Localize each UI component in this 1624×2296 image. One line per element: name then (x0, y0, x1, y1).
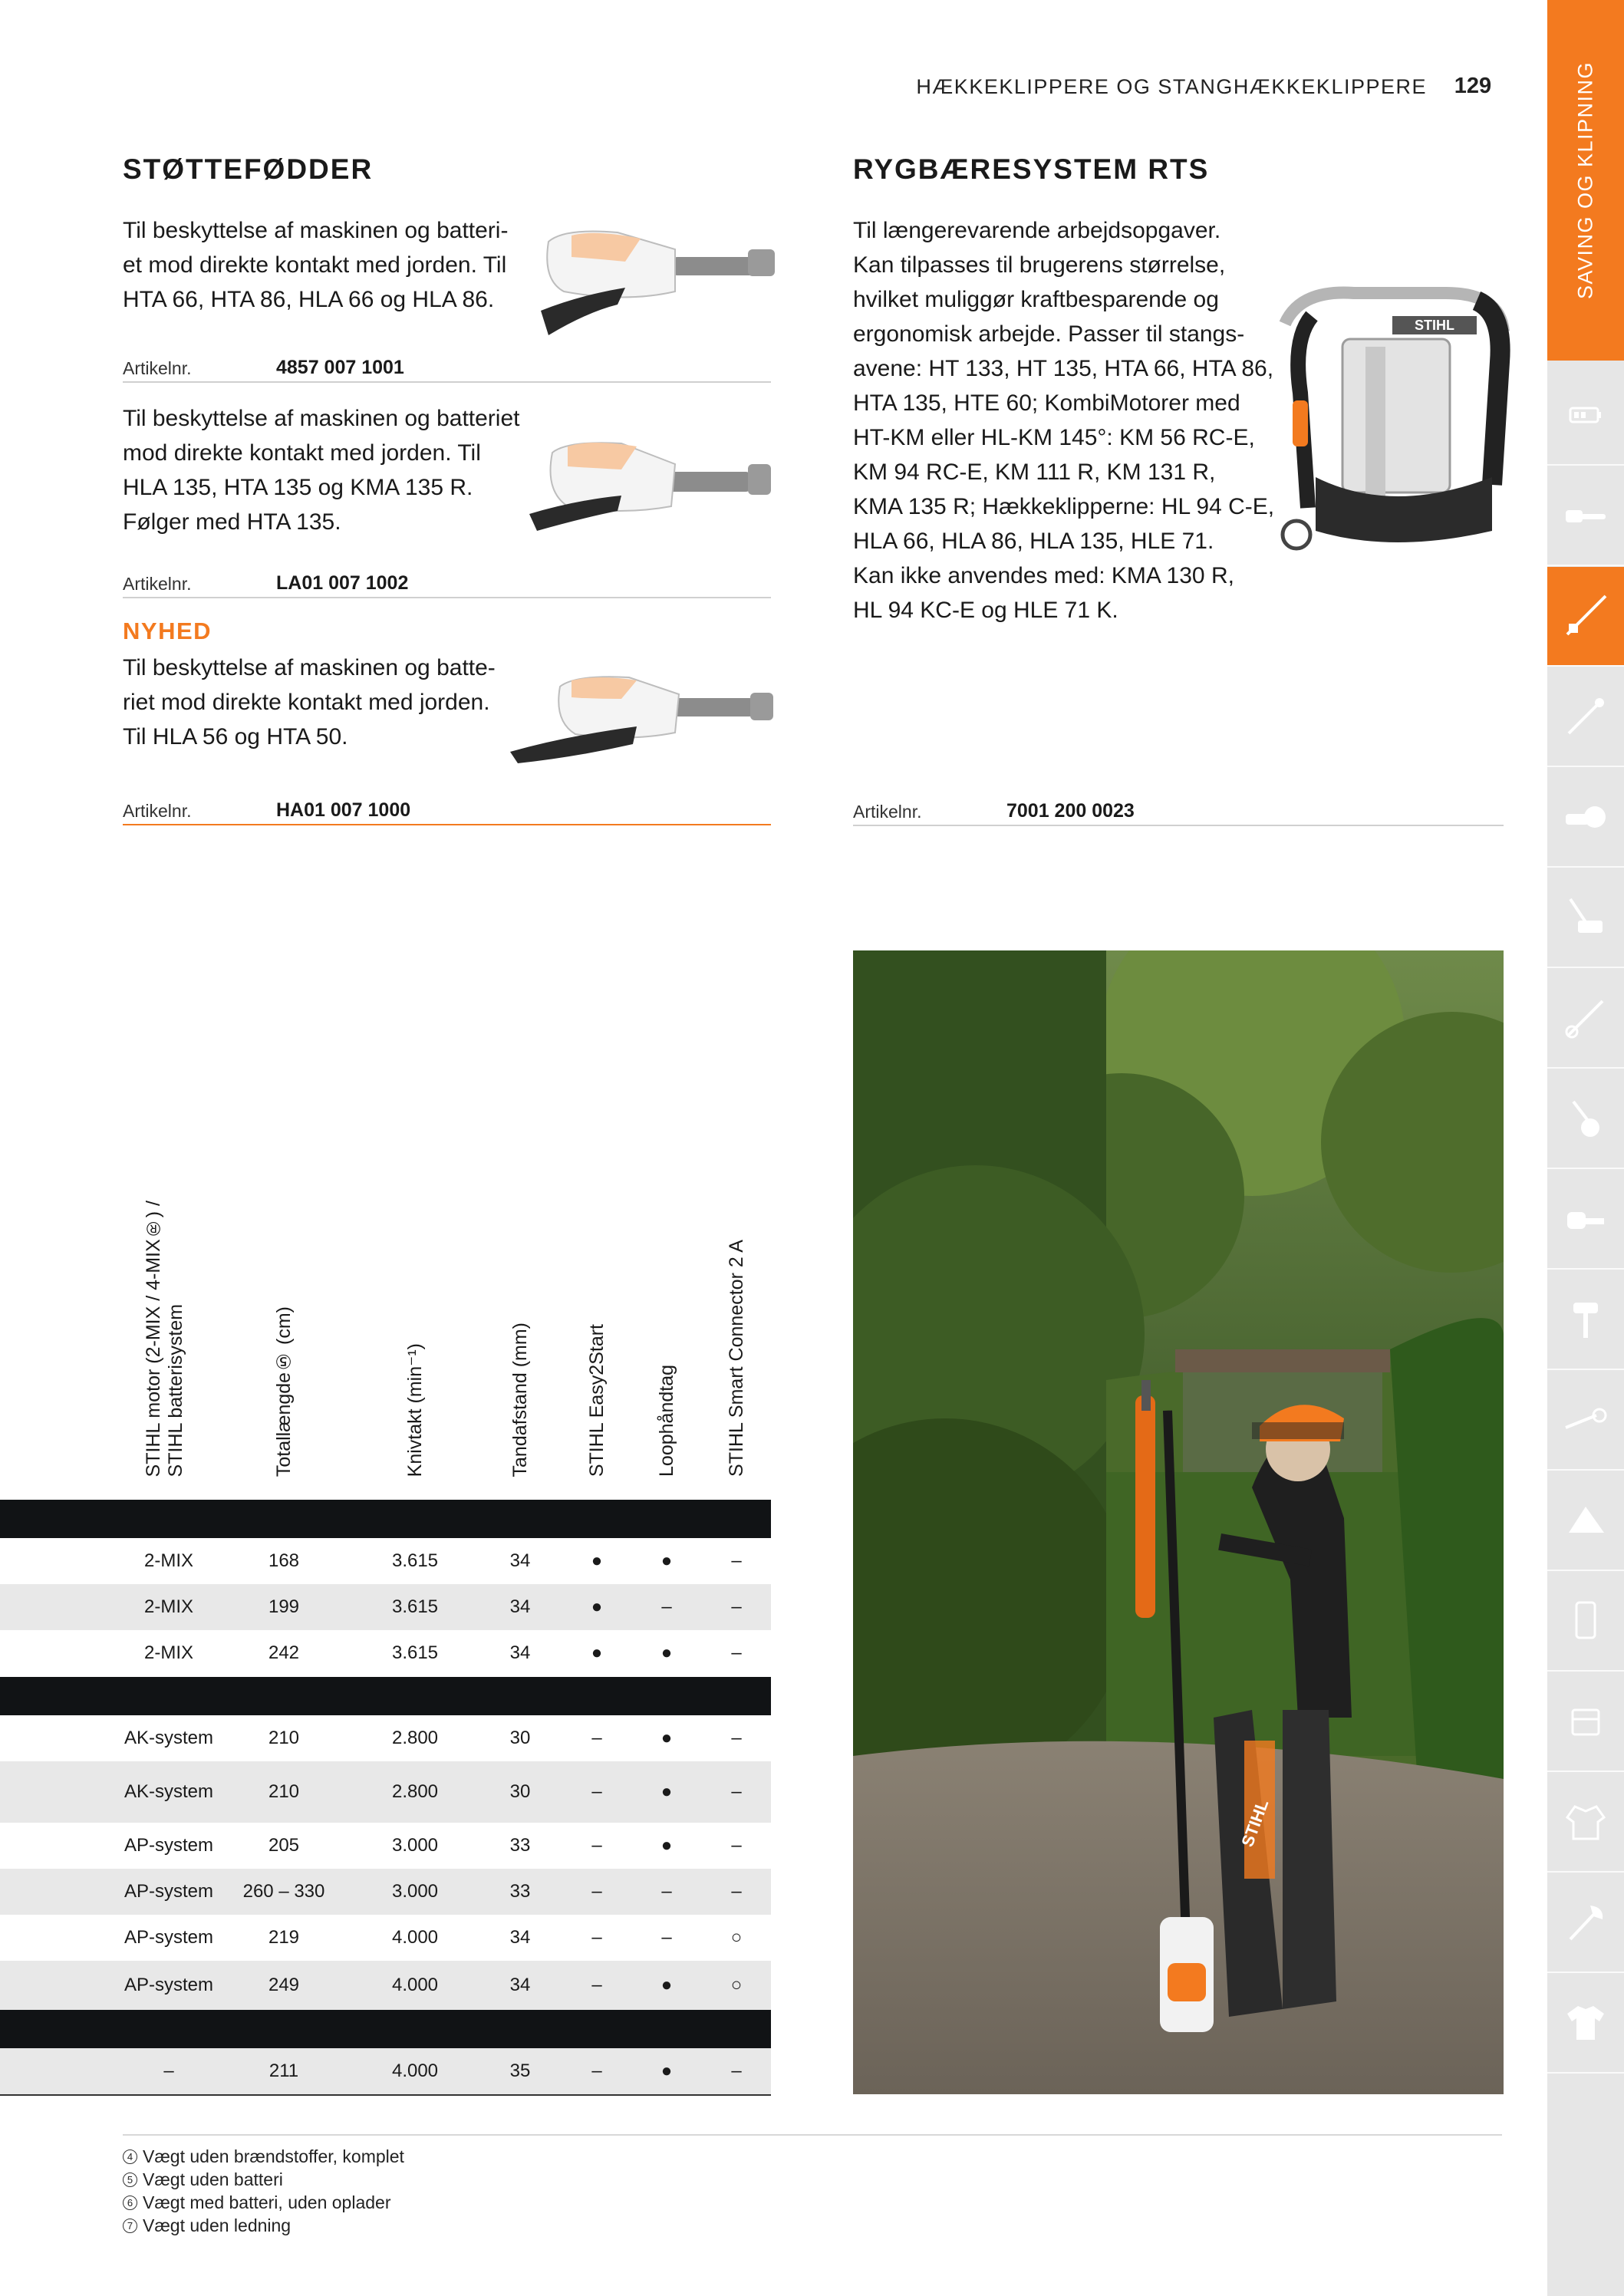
table-cell: 34 (509, 1550, 531, 1571)
table-cell: 260 – 330 (242, 1881, 325, 1902)
table-cell: 3.615 (391, 1642, 439, 1663)
support-foot-1-image (533, 219, 779, 341)
sidebar-tab-t-shirt[interactable] (1547, 1974, 1624, 2074)
robot-mower-icon (1563, 1497, 1609, 1543)
storage-box-icon (1566, 1702, 1605, 1741)
table-cell: – (591, 1835, 602, 1856)
table-row (0, 1761, 771, 1823)
rts-article-row (853, 799, 1504, 826)
table-cell: ● (660, 1728, 673, 1748)
table-cell: – (731, 1835, 742, 1856)
table-cell: 168 (268, 1550, 300, 1571)
table-cell: ○ (730, 1927, 743, 1948)
table-column-headers (0, 1151, 775, 1477)
table-cell: – (163, 2060, 174, 2081)
item-2-text: Til beskyttelse af maskinen og batteriet mod direkte kontakt med jorden. Til HLA 135, HTA 135 og KMA 135 R. Følger med HTA 135. (123, 406, 520, 535)
table-cell: – (591, 1975, 602, 1995)
support-foot-3-image (506, 671, 775, 771)
table-cell: 3.615 (391, 1596, 439, 1617)
table-cell: ● (591, 1596, 603, 1617)
table-cell: 2.800 (391, 1728, 439, 1748)
footnote-5: 5 Vægt uden batteri (123, 2169, 283, 2190)
table-row (0, 1715, 771, 1761)
col-head-smart-connector: STIHL Smart Connector 2 A (726, 1240, 747, 1477)
footnote-4: 4 Vægt uden brændstoffer, komplet (123, 2146, 404, 2167)
sidebar-tab-lawn-mower[interactable] (1547, 868, 1624, 968)
table-cell: ● (660, 2060, 673, 2081)
table-cell: 205 (268, 1835, 300, 1856)
sidebar (1547, 0, 1624, 2296)
footnote-6: 6 Vægt med batteri, uden oplader (123, 2192, 390, 2213)
right-section-title: RYGBÆRESYSTEM RTS (853, 153, 1210, 185)
table-cell: – (731, 1596, 742, 1617)
table-cell: 3.000 (391, 1835, 439, 1856)
item-2-article-row (123, 571, 771, 598)
hedge-trimmer-icon (1563, 593, 1609, 639)
table-cell: – (661, 1881, 672, 1902)
blower-icon (1563, 1200, 1609, 1238)
table-row (0, 1630, 771, 1676)
table-cell: – (591, 1781, 602, 1802)
cut-off-saw-icon (1563, 802, 1609, 832)
col-head-total-length: Totallængde⑤ (cm) (273, 1306, 295, 1477)
table-row (0, 1823, 771, 1869)
table-cell: AK-system (124, 1728, 213, 1748)
left-section-title: STØTTEFØDDER (123, 153, 374, 185)
jacket-icon (1564, 1800, 1607, 1843)
backpack-harness-image (1270, 285, 1515, 562)
table-cell: ● (660, 1642, 673, 1663)
table-cell: – (731, 2060, 742, 2081)
table-cell: AP-system (124, 1927, 213, 1948)
table-cell: 33 (509, 1835, 531, 1856)
rts-art-number: 7001 200 0023 (1006, 800, 1135, 822)
rts-description: Til længerevarende arbejdsopgaver. Kan tilpasses til brugerens størrelse, hvilket muliggør kraftbesparende og ergonomisk arbejde. Passer til stangs- avene: HT 133, HT 135, HTA 66, HTA 86, HTA 135, HTE 60; KombiMotorer med HT-KM eller HL-KM 145°: KM 56 RC-E, KM 94 RC-E, KM 111 R, KM 131 R, KMA 135 R; Hækkeklipperne: HL 94 C-E, HLA 66, HLA 86, HLA 135, HLE 71. Kan ikke anvendes med: KMA 130 R, HL 94 KC-E og HLE 71 K. (853, 218, 1275, 623)
smartphone-icon (1570, 1599, 1601, 1642)
table-row (0, 1584, 771, 1630)
sidebar-active-section-label: SAVING OG KLIPNING (1547, 0, 1624, 361)
table-group-header-band (0, 1677, 771, 1715)
table-bottom-rule (0, 2094, 771, 2096)
table-cell: 34 (509, 1927, 531, 1948)
table-cell: 34 (509, 1596, 531, 1617)
table-row (0, 1869, 771, 1915)
col-head-loop-handle: Loophåndtag (656, 1365, 677, 1477)
item-1-art-label: Artikelnr. (123, 358, 192, 378)
table-cell: ● (591, 1642, 603, 1663)
table-cell: 242 (268, 1642, 300, 1663)
table-cell: ● (660, 1781, 673, 1802)
item-2-art-number: LA01 007 1002 (276, 572, 409, 594)
item-3-text: Til beskyttelse af maskinen og batte- riet mod direkte kontakt med jorden. Til HLA 56 og HTA 50. (123, 655, 496, 749)
sidebar-tab-chainsaw[interactable] (1547, 466, 1624, 566)
table-cell: – (591, 1881, 602, 1902)
tiller-icon (1563, 1095, 1609, 1141)
running-head: HÆKKEKLIPPERE OG STANGHÆKKEKLIPPERE (916, 75, 1427, 98)
table-cell: 30 (509, 1781, 531, 1802)
col-head-easy2start: STIHL Easy2Start (586, 1323, 608, 1477)
new-badge: NYHED (123, 618, 212, 644)
table-cell: – (591, 1927, 602, 1948)
table-row (0, 2048, 771, 2094)
table-cell: 4.000 (391, 2060, 439, 2081)
sidebar-tab-blower[interactable] (1547, 1170, 1624, 1270)
table-cell: 35 (509, 2060, 531, 2081)
table-cell: 4.000 (391, 1927, 439, 1948)
table-cell: 34 (509, 1975, 531, 1995)
item-1-art-number: 4857 007 1001 (276, 357, 404, 378)
table-cell: ● (660, 1835, 673, 1856)
table-cell: AK-system (124, 1781, 213, 1802)
sidebar-tab-smartphone[interactable] (1547, 1572, 1624, 1672)
sidebar-tab-cut-off-saw[interactable] (1547, 768, 1624, 868)
table-cell: ● (591, 1550, 603, 1571)
table-cell: AP-system (124, 1835, 213, 1856)
sidebar-filler (1547, 2074, 1624, 2296)
table-cell: – (591, 2060, 602, 2081)
page-number: 129 (1454, 74, 1492, 98)
table-cell: 249 (268, 1975, 300, 1995)
hedge-trimmer-photo (853, 950, 1504, 2094)
table-cell: 2.800 (391, 1781, 439, 1802)
table-cell: 34 (509, 1642, 531, 1663)
sidebar-tab-protective-jacket[interactable] (1547, 1773, 1624, 1873)
col-head-engine: STIHL motor (2-MIX / 4-MIX®) / STIHL batterisystem (143, 1200, 186, 1477)
sidebar-tab-sprayer[interactable] (1547, 1371, 1624, 1471)
sidebar-tab-brushcutter[interactable] (1547, 969, 1624, 1069)
table-cell: AP-system (124, 1975, 213, 1995)
table-cell: 210 (268, 1728, 300, 1748)
table-cell: – (731, 1728, 742, 1748)
footnote-rule (123, 2134, 1502, 2136)
axe-icon (1564, 1901, 1607, 1944)
pole-pruner-icon (1563, 693, 1609, 740)
table-cell: 219 (268, 1927, 300, 1948)
table-cell: 2-MIX (143, 1642, 193, 1663)
t-shirt-icon (1564, 2001, 1607, 2044)
table-cell: 2-MIX (143, 1550, 193, 1571)
earth-auger-icon (1563, 1296, 1609, 1342)
item-3-art-label: Artikelnr. (123, 801, 192, 821)
table-row (0, 1961, 771, 2010)
sidebar-tab-robot-mower[interactable] (1547, 1471, 1624, 1571)
table-cell: 33 (509, 1881, 531, 1902)
item-3-art-number: HA01 007 1000 (276, 799, 411, 821)
footnote-7: 7 Vægt uden ledning (123, 2215, 291, 2236)
table-cell: – (661, 1927, 672, 1948)
table-cell: 2-MIX (143, 1596, 193, 1617)
item-1-article-row (123, 355, 771, 383)
battery-icon (1569, 406, 1603, 424)
table-cell: ○ (730, 1975, 743, 1995)
table-cell: – (731, 1881, 742, 1902)
sidebar-tab-tiller[interactable] (1547, 1069, 1624, 1169)
lawn-mower-icon (1563, 894, 1609, 940)
sidebar-tab-axe[interactable] (1547, 1873, 1624, 1973)
support-foot-2-image (522, 430, 775, 537)
table-cell: 3.615 (391, 1550, 439, 1571)
table-cell: 199 (268, 1596, 300, 1617)
sidebar-tab-storage[interactable] (1547, 1672, 1624, 1772)
table-cell: 3.000 (391, 1881, 439, 1902)
sidebar-tab-hedge-trimmer[interactable] (1547, 567, 1624, 667)
sidebar-tab-earth-auger[interactable] (1547, 1270, 1624, 1370)
rts-art-label: Artikelnr. (853, 802, 922, 822)
table-cell: – (731, 1781, 742, 1802)
table-cell: 210 (268, 1781, 300, 1802)
table-cell: 30 (509, 1728, 531, 1748)
sidebar-tab-battery[interactable] (1547, 366, 1624, 466)
table-cell: – (731, 1642, 742, 1663)
table-cell: ● (660, 1550, 673, 1571)
table-cell: – (591, 1728, 602, 1748)
table-cell: 4.000 (391, 1975, 439, 1995)
table-cell: 211 (268, 2060, 299, 2081)
item-3-article-row (123, 798, 771, 825)
table-cell: ● (660, 1975, 673, 1995)
sprayer-icon (1563, 1405, 1609, 1435)
sidebar-tab-pole-pruner[interactable] (1547, 667, 1624, 767)
table-row (0, 1538, 771, 1584)
harness-logo: STIHL (1415, 318, 1454, 333)
item-1-text: Til beskyttelse af maskinen og batteri- et mod direkte kontakt med jorden. Til HTA 66, HTA 86, HLA 66 og HLA 86. (123, 218, 509, 312)
table-group-header-band (0, 1500, 771, 1538)
chainsaw-icon (1563, 504, 1609, 527)
table-row (0, 1915, 771, 1961)
table-group-header-band (0, 2010, 771, 2048)
col-head-tooth-spacing: Tandafstand (mm) (509, 1322, 531, 1477)
photo-pants-logo: STIHL (1237, 1797, 1273, 1850)
table-cell: – (731, 1550, 742, 1571)
item-2-art-label: Artikelnr. (123, 574, 192, 594)
brushcutter-icon (1563, 995, 1609, 1041)
table-cell: AP-system (124, 1881, 213, 1902)
col-head-blade-speed: Knivtakt (min⁻¹) (404, 1342, 426, 1477)
table-cell: – (661, 1596, 672, 1617)
